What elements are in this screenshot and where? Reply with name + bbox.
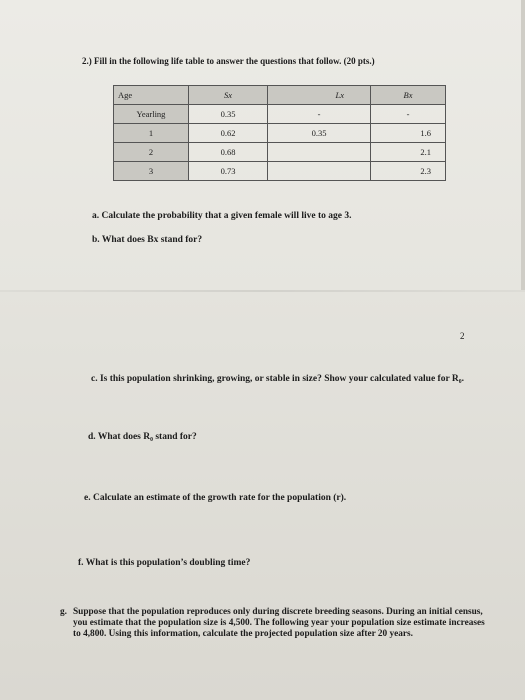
question-c: c. Is this population shrinking, growing, or stable in size? Show your calculated value for R₀. <box>91 374 464 384</box>
cell-lx: - <box>268 105 371 124</box>
question-a: a. Calculate the probability that a given female will live to age 3. <box>92 211 352 221</box>
header-sx: Sx <box>189 86 268 105</box>
table-row <box>114 162 446 181</box>
cell-sx: 0.68 <box>189 143 268 162</box>
cell-lx <box>268 162 371 181</box>
cell-age: 1 <box>114 124 189 143</box>
page-fold <box>0 290 525 292</box>
cell-lx <box>268 143 371 162</box>
table-row <box>114 143 446 162</box>
cell-sx: 0.35 <box>189 105 268 124</box>
cell-bx: 1.6 <box>371 124 446 143</box>
cell-bx: 2.3 <box>371 162 446 181</box>
page-number: 2 <box>460 331 465 341</box>
table-header-row <box>114 86 446 105</box>
cell-bx: - <box>371 105 446 124</box>
table-row <box>114 124 446 143</box>
question-g <box>60 607 493 640</box>
cell-bx: 2.1 <box>371 143 446 162</box>
cell-sx: 0.62 <box>189 124 268 143</box>
header-lx: Lx <box>268 86 371 105</box>
cell-age: 3 <box>114 162 189 181</box>
question-g-letter: g. <box>60 607 67 617</box>
cell-age: Yearling <box>114 105 189 124</box>
question-b: b. What does Bx stand for? <box>92 235 203 245</box>
cell-lx: 0.35 <box>268 124 371 143</box>
cell-sx: 0.73 <box>189 162 268 181</box>
header-bx: Bx <box>371 86 446 105</box>
table-row <box>114 105 446 124</box>
question-g-text: Suppose that the population reproduces only during discrete breeding seasons. During an initial census, you estimate that the population size is 4,500. The following year your population size estimate increases to 4,800. Using this information, calculate the projected population size after 20 years. <box>73 607 485 639</box>
question-f: f. What is this population’s doubling time? <box>78 558 251 568</box>
life-table <box>113 85 446 181</box>
question-heading: 2.) Fill in the following life table to answer the questions that follow. (20 pts.) <box>82 56 375 66</box>
question-d: d. What does R₀ stand for? <box>88 432 197 442</box>
header-age: Age <box>114 86 189 105</box>
question-e: e. Calculate an estimate of the growth rate for the population (r). <box>84 493 347 503</box>
cell-age: 2 <box>114 143 189 162</box>
